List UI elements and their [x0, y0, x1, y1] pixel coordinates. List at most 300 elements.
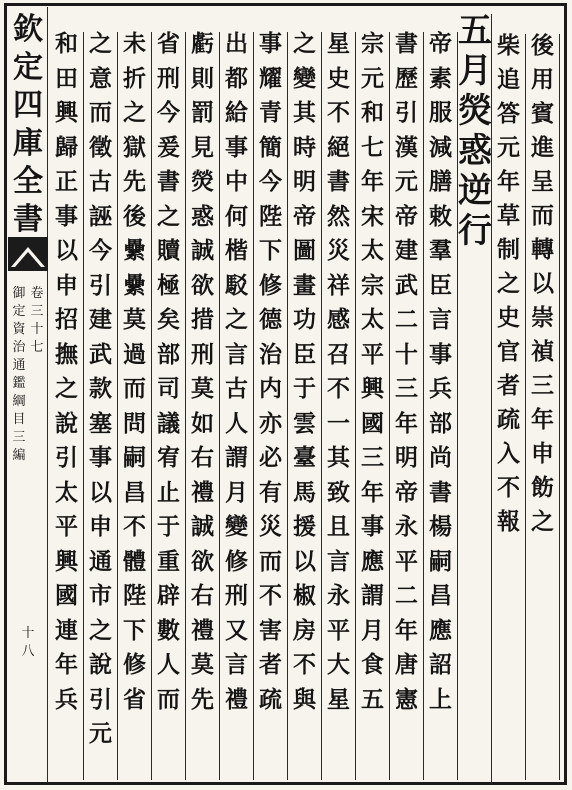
text-char: 招: [55, 306, 78, 333]
text-column: [186, 32, 220, 780]
text-char: 下: [123, 616, 146, 644]
text-char: 謂: [361, 582, 384, 609]
text-char: 者: [259, 651, 282, 678]
text-char: 通: [89, 547, 112, 575]
text-char: 圖: [293, 237, 316, 264]
text-char: 爰: [157, 133, 180, 161]
text-char: 史: [497, 304, 520, 331]
text-char: 辟: [157, 582, 180, 609]
volume-char: 十: [30, 322, 44, 337]
text-char: 和: [55, 30, 78, 57]
text-char: 羣: [429, 237, 452, 264]
text-char: 年: [497, 168, 520, 195]
text-char: 後: [123, 202, 146, 230]
text-char: 之: [225, 306, 248, 333]
text-char: 兵: [429, 375, 452, 402]
text-char: 武: [395, 271, 418, 299]
text-char: 追: [497, 66, 520, 93]
text-char: 都: [225, 64, 248, 92]
text-char: 事: [89, 444, 112, 471]
text-char: 五: [361, 685, 384, 713]
text-char: 折: [123, 64, 146, 92]
text-char: 平: [327, 616, 350, 644]
text-char: 元: [395, 168, 418, 195]
text-char: 市: [89, 582, 112, 609]
text-char: 不: [293, 651, 316, 678]
text-char: 尚: [429, 444, 452, 471]
text-char: 下: [259, 237, 282, 264]
text-char: 不: [497, 474, 520, 501]
book-title-char: 定: [13, 50, 43, 85]
text-char: 召: [327, 340, 350, 368]
page-number-char: 八: [21, 644, 35, 659]
text-char: 以: [89, 478, 112, 506]
text-char: 體: [123, 547, 146, 575]
volume-char: 卷: [30, 286, 44, 301]
series-subtitle: [28, 287, 46, 359]
text-char: 耀: [259, 64, 282, 92]
text-char: 平: [361, 340, 384, 368]
text-char: 言: [327, 547, 350, 575]
text-char: 古: [225, 375, 248, 402]
series-title-char: 鑑: [12, 376, 26, 391]
text-char: 元: [361, 64, 384, 92]
text-char: 雲: [293, 409, 316, 437]
text-char: 右: [191, 444, 214, 471]
text-char: 減: [429, 133, 452, 161]
text-char: 臺: [293, 444, 316, 471]
text-char: 事: [429, 340, 452, 368]
text-char: 之: [55, 375, 78, 402]
text-char: 言: [225, 651, 248, 678]
text-column: [322, 32, 356, 780]
text-char: 必: [259, 444, 282, 471]
text-char: 書: [429, 478, 452, 506]
text-char: 臣: [429, 271, 452, 299]
text-char: 永: [395, 513, 418, 540]
text-char: 柴: [497, 32, 520, 59]
text-char: 歸: [55, 133, 78, 161]
text-char: 月: [225, 478, 248, 506]
text-char: 七: [361, 133, 384, 161]
text-char: 簡: [259, 133, 282, 161]
text-char: 亦: [259, 409, 282, 437]
text-char: 三: [395, 375, 418, 402]
text-char: 嗣: [123, 444, 146, 471]
text-char: 之: [497, 270, 520, 297]
text-column: [254, 32, 288, 780]
text-char: 制: [497, 236, 520, 263]
text-char: 建: [395, 237, 418, 264]
text-char: 興: [361, 375, 384, 402]
text-char: 連: [55, 616, 78, 644]
text-char: 興: [55, 99, 78, 126]
text-char: 田: [55, 64, 78, 92]
text-char: 十: [395, 340, 418, 368]
text-char: 則: [191, 64, 214, 92]
text-char: 刑: [191, 340, 214, 368]
text-column: [424, 32, 458, 780]
text-char: 欲: [191, 547, 214, 575]
text-char: 禮: [225, 685, 248, 713]
text-char: 漢: [395, 133, 418, 161]
text-char: 年: [395, 616, 418, 644]
text-char: 意: [89, 64, 112, 92]
text-char: 嗣: [429, 547, 452, 575]
text-column: [356, 32, 390, 780]
heading-column: [458, 11, 492, 784]
text-char: 和: [361, 99, 384, 126]
text-char: 進: [531, 134, 554, 161]
text-char: 飭: [531, 474, 554, 501]
series-title-char: 治: [12, 340, 26, 355]
text-char: 刑: [157, 64, 180, 92]
text-char: 莫: [123, 306, 146, 333]
text-char: 不: [123, 513, 146, 540]
text-char: 有: [259, 478, 282, 506]
text-char: 不: [327, 99, 350, 126]
text-char: 星: [327, 685, 350, 713]
heading-char: 月: [458, 51, 492, 91]
text-char: 上: [429, 685, 452, 713]
text-char: 敕: [429, 202, 452, 230]
book-title-char: 庫: [13, 126, 43, 161]
text-char: 而: [531, 202, 554, 229]
text-char: 入: [497, 440, 520, 467]
fishtail-mark: [8, 237, 48, 271]
text-char: 食: [361, 651, 384, 678]
text-char: 極: [157, 271, 180, 299]
text-char: 兵: [55, 685, 78, 713]
series-title-char: 御: [12, 286, 26, 301]
text-char: 絕: [327, 133, 350, 161]
text-char: 事: [225, 133, 248, 161]
text-char: 變: [293, 64, 316, 92]
text-char: 官: [497, 338, 520, 365]
text-char: 内: [259, 375, 282, 402]
text-char: 古: [89, 168, 112, 195]
text-char: 禎: [531, 338, 554, 365]
book-title-char: 書: [13, 202, 43, 237]
text-char: 援: [293, 513, 316, 540]
book-title-char: 四: [13, 88, 43, 123]
text-char: 熒: [191, 168, 214, 195]
text-char: 功: [293, 306, 316, 333]
text-char: 議: [157, 409, 180, 437]
text-char: 而: [157, 685, 180, 713]
page-number-char: 十: [21, 626, 35, 641]
text-char: 誠: [191, 237, 214, 264]
text-char: 如: [191, 409, 214, 437]
text-char: 修: [225, 547, 248, 575]
text-char: 事: [259, 30, 282, 57]
text-char: 報: [497, 508, 520, 535]
text-char: 年: [395, 409, 418, 437]
text-char: 獄: [123, 133, 146, 161]
text-char: 申: [89, 513, 112, 540]
text-char: 書: [395, 30, 418, 57]
text-char: 時: [293, 133, 316, 161]
text-char: 應: [361, 547, 384, 575]
text-char: 過: [123, 340, 146, 368]
text-char: 國: [361, 409, 384, 437]
text-char: 謂: [225, 444, 248, 471]
text-char: 宗: [361, 271, 384, 299]
text-char: 帝: [395, 202, 418, 230]
text-char: 元: [89, 720, 112, 747]
text-char: 贖: [157, 237, 180, 264]
text-char: 帝: [293, 202, 316, 230]
text-char: 致: [327, 478, 350, 506]
text-char: 誣: [89, 202, 112, 230]
text-char: 感: [327, 306, 350, 333]
text-char: 出: [225, 30, 248, 57]
text-char: 疏: [259, 685, 282, 713]
text-char: 楊: [429, 513, 452, 540]
series-title-char: 資: [12, 322, 26, 337]
text-char: 人: [157, 651, 180, 678]
text-char: 不: [327, 375, 350, 402]
text-char: 崇: [531, 304, 554, 331]
text-char: 之: [293, 30, 316, 57]
text-char: 轉: [531, 236, 554, 263]
text-char: 右: [191, 582, 214, 609]
text-char: 之: [89, 30, 112, 57]
text-char: 平: [55, 513, 78, 540]
text-char: 二: [395, 582, 418, 609]
text-char: 答: [497, 100, 520, 127]
text-char: 應: [429, 616, 452, 644]
heading-char: 行: [458, 211, 492, 251]
text-char: 臣: [293, 340, 316, 368]
text-char: 誠: [191, 513, 214, 540]
text-char: 修: [123, 651, 146, 678]
text-char: 未: [123, 30, 146, 57]
text-char: 月: [361, 616, 384, 644]
margin-band: [8, 7, 48, 782]
volume-char: 三: [30, 304, 44, 319]
text-char: 以: [531, 270, 554, 297]
text-char: 災: [327, 237, 350, 264]
heading-char: 五: [458, 11, 492, 51]
text-char: 何: [225, 202, 248, 230]
text-char: 其: [327, 444, 350, 471]
text-char: 陛: [259, 202, 282, 230]
book-title: [8, 12, 48, 243]
text-char: 纍: [123, 237, 146, 264]
series-title-char: 編: [12, 448, 26, 463]
text-char: 素: [429, 64, 452, 92]
text-char: 二: [395, 306, 418, 333]
text-char: 今: [259, 168, 282, 195]
series-title: [10, 287, 28, 467]
text-char: 賓: [531, 100, 554, 127]
text-char: 止: [157, 478, 180, 506]
text-char: 纍: [123, 271, 146, 299]
text-char: 省: [123, 685, 146, 713]
page-number: [18, 627, 38, 663]
text-char: 言: [225, 340, 248, 368]
book-title-char: 欽: [13, 12, 43, 47]
text-char: 莫: [191, 651, 214, 678]
text-char: 款: [89, 375, 112, 402]
text-char: 年: [531, 406, 554, 433]
text-char: 塞: [89, 409, 112, 437]
text-char: 害: [259, 616, 282, 644]
series-title-char: 三: [12, 430, 26, 445]
text-char: 書: [157, 168, 180, 195]
text-char: 疏: [497, 406, 520, 433]
text-char: 昌: [429, 582, 452, 609]
text-char: 徵: [89, 133, 112, 161]
text-char: 年: [361, 168, 384, 195]
text-char: 修: [259, 271, 282, 299]
series-title-char: 通: [12, 358, 26, 373]
text-char: 建: [89, 306, 112, 333]
text-char: 用: [531, 66, 554, 93]
text-char: 一: [327, 409, 350, 437]
text-char: 禮: [191, 478, 214, 506]
text-char: 治: [259, 340, 282, 368]
text-char: 引: [55, 444, 78, 471]
text-char: 青: [259, 99, 282, 126]
text-char: 申: [55, 271, 78, 299]
text-char: 星: [327, 30, 350, 57]
text-char: 永: [327, 582, 350, 609]
text-char: 罰: [191, 99, 214, 126]
text-char: 平: [395, 547, 418, 575]
text-char: 先: [191, 685, 214, 713]
text-char: 今: [89, 237, 112, 264]
text-char: 年: [55, 651, 78, 678]
text-char: 歷: [395, 64, 418, 92]
text-char: 宗: [361, 30, 384, 57]
volume-char: 七: [30, 340, 44, 355]
text-char: 興: [55, 547, 78, 575]
text-char: 國: [55, 582, 78, 609]
text-char: 之: [157, 202, 180, 230]
text-char: 于: [293, 375, 316, 402]
text-column: [288, 32, 322, 780]
text-char: 部: [157, 340, 180, 368]
text-char: 馬: [293, 478, 316, 506]
text-char: 人: [225, 409, 248, 437]
series-title-char: 目: [12, 412, 26, 427]
text-char: 元: [497, 134, 520, 161]
text-char: 之: [123, 99, 146, 126]
text-char: 措: [191, 306, 214, 333]
text-char: 之: [531, 508, 554, 535]
text-char: 事: [55, 202, 78, 230]
text-char: 災: [259, 513, 282, 540]
text-char: 明: [395, 444, 418, 471]
text-char: 以: [293, 547, 316, 575]
text-char: 畫: [293, 271, 316, 299]
text-char: 不: [259, 582, 282, 609]
text-char: 于: [157, 513, 180, 540]
text-char: 說: [89, 651, 112, 678]
text-char: 史: [327, 64, 350, 92]
text-char: 言: [429, 306, 452, 333]
text-char: 虧: [191, 30, 214, 57]
text-char: 呈: [531, 168, 554, 195]
text-char: 後: [531, 32, 554, 59]
text-char: 書: [327, 168, 350, 195]
text-column: [492, 34, 526, 780]
text-char: 見: [191, 133, 214, 161]
text-char: 宥: [157, 444, 180, 471]
text-char: 陛: [123, 582, 146, 609]
text-char: 膳: [429, 168, 452, 195]
heading-char: 熒: [458, 91, 492, 131]
text-char: 憲: [395, 685, 418, 713]
text-char: 武: [89, 340, 112, 368]
text-char: 事: [361, 513, 384, 540]
text-char: 太: [55, 478, 78, 506]
text-char: 先: [123, 168, 146, 195]
text-char: 明: [293, 168, 316, 195]
text-char: 椒: [293, 582, 316, 609]
text-char: 正: [55, 168, 78, 195]
text-char: 重: [157, 547, 180, 575]
text-char: 昌: [123, 478, 146, 506]
text-char: 問: [123, 409, 146, 437]
text-char: 草: [497, 202, 520, 229]
text-char: 變: [225, 513, 248, 540]
text-char: 帝: [395, 478, 418, 506]
text-char: 以: [55, 237, 78, 264]
text-char: 莫: [191, 375, 214, 402]
text-column: [220, 32, 254, 780]
text-char: 刑: [225, 582, 248, 609]
text-char: 大: [327, 651, 350, 678]
text-char: 中: [225, 168, 248, 195]
text-char: 之: [89, 616, 112, 644]
text-char: 與: [293, 685, 316, 713]
text-column: [50, 32, 84, 780]
text-char: 今: [157, 99, 180, 126]
book-title-char: 全: [13, 164, 43, 199]
text-char: 帝: [429, 30, 452, 57]
text-column: [390, 32, 424, 780]
series-title-char: 綱: [12, 394, 26, 409]
text-char: 且: [327, 513, 350, 540]
text-char: 引: [89, 271, 112, 299]
text-char: 服: [429, 99, 452, 126]
text-char: 房: [293, 616, 316, 644]
text-char: 其: [293, 99, 316, 126]
text-char: 唐: [395, 651, 418, 678]
text-char: 引: [395, 99, 418, 126]
text-column: [526, 34, 560, 780]
text-char: 禮: [191, 616, 214, 644]
text-char: 給: [225, 99, 248, 126]
text-char: 部: [429, 409, 452, 437]
text-char: 楷: [225, 237, 248, 264]
text-char: 而: [259, 547, 282, 575]
text-char: 祥: [327, 271, 350, 299]
text-char: 數: [157, 616, 180, 644]
text-char: 申: [531, 440, 554, 467]
text-char: 德: [259, 306, 282, 333]
series-title-char: 定: [12, 304, 26, 319]
text-column: [152, 32, 186, 780]
text-char: 撫: [55, 340, 78, 368]
text-char: 詔: [429, 651, 452, 678]
text-char: 然: [327, 202, 350, 230]
text-char: 而: [89, 99, 112, 126]
heading-char: 惑: [458, 131, 492, 171]
